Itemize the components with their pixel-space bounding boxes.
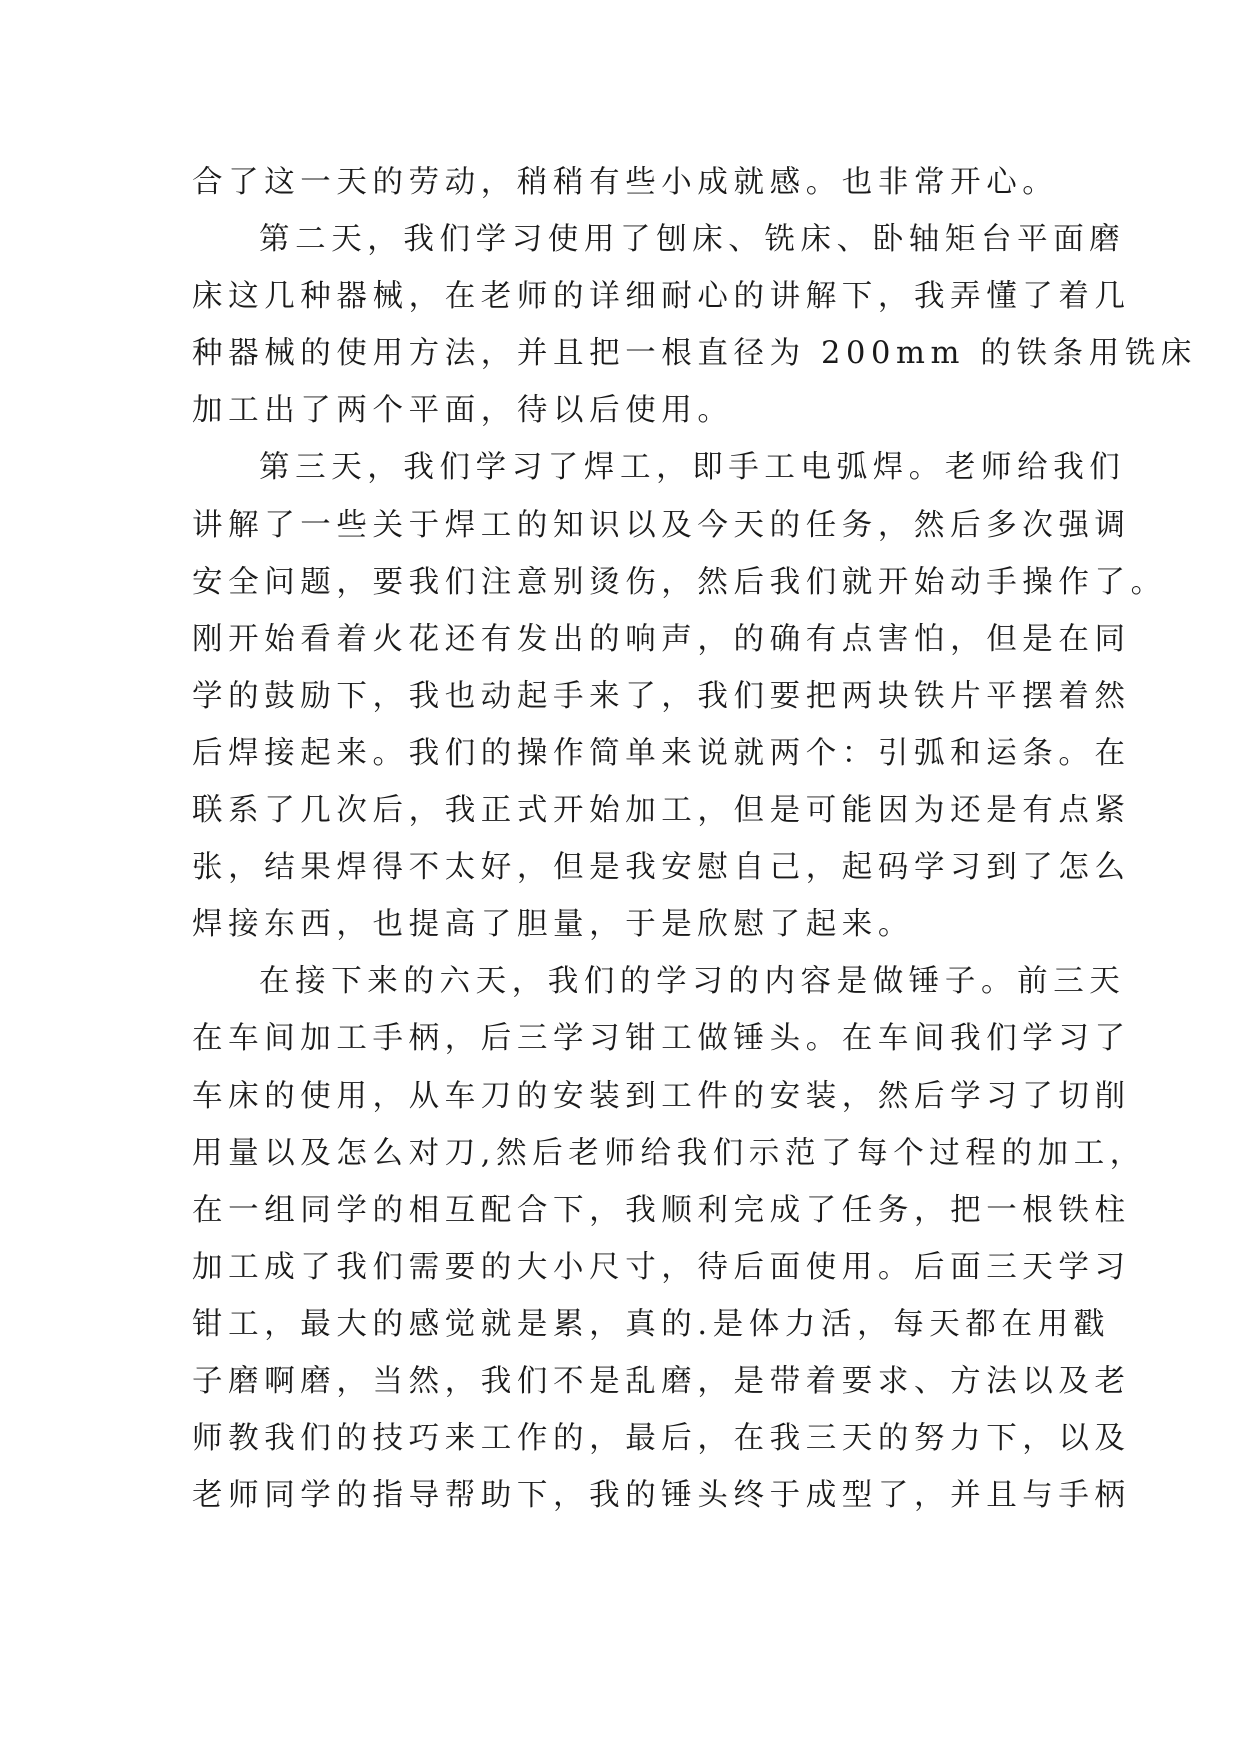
text-line: 车床的使用，从车刀的安装到工件的安装，然后学习了切削 [192,1078,1131,1114]
text-line: 学的鼓励下，我也动起手来了，我们要把两块铁片平摆着然 [192,678,1131,714]
text-line: 联系了几次后，我正式开始加工，但是可能因为还是有点紧 [192,793,1131,829]
text-line: 安全问题，要我们注意别烫伤，然后我们就开始动手操作了。 [192,564,1167,600]
text-line: 子磨啊磨，当然，我们不是乱磨，是带着要求、方法以及老 [192,1363,1131,1399]
text-line: 加工成了我们需要的大小尺寸，待后面使用。后面三天学习 [192,1249,1131,1285]
text-line: 在车间加工手柄，后三学习钳工做锤头。在车间我们学习了 [192,1021,1131,1057]
text-line: 在一组同学的相互配合下，我顺利完成了任务，把一根铁柱 [192,1192,1131,1228]
text-line: 焊接东西，也提高了胆量，于是欣慰了起来。 [192,907,914,943]
paragraph-first-line: 在接下来的六天，我们的学习的内容是做锤子。前三天 [259,964,1126,1000]
text-line: 后焊接起来。我们的操作简单来说就两个：引弧和运条。在 [192,735,1131,771]
paragraph-first-line: 第三天，我们学习了焊工，即手工电弧焊。老师给我们 [259,450,1126,486]
body-text [192,154,1197,1524]
text-line: 师教我们的技巧来工作的，最后，在我三天的努力下，以及 [192,1421,1131,1457]
text-line: 合了这一天的劳动，稍稍有些小成就感。也非常开心。 [192,165,1059,200]
text-line: 种器械的使用方法，并且把一根直径为 200mm 的铁条用铣床 [192,336,1197,372]
text-line: 老师同学的指导帮助下，我的锤头终于成型了，并且与手柄 [192,1478,1131,1514]
text-line: 讲解了一些关于焊工的知识以及今天的任务，然后多次强调 [192,507,1131,543]
text-line: 床这几种器械，在老师的详细耐心的讲解下，我弄懂了着几 [192,279,1131,315]
text-line: 刚开始看着火花还有发出的响声，的确有点害怕，但是在同 [192,621,1131,657]
text-line: 用量以及怎么对刀,然后老师给我们示范了每个过程的加工， [192,1135,1146,1171]
paragraph-first-line: 第二天，我们学习使用了刨床、铣床、卧轴矩台平面磨 [259,222,1126,258]
text-line: 张，结果焊得不太好，但是我安慰自己，起码学习到了怎么 [192,850,1131,886]
text-line: 钳工，最大的感觉就是累，真的.是体力活，每天都在用戳 [192,1306,1110,1342]
text-line: 加工出了两个平面，待以后使用。 [192,393,734,429]
